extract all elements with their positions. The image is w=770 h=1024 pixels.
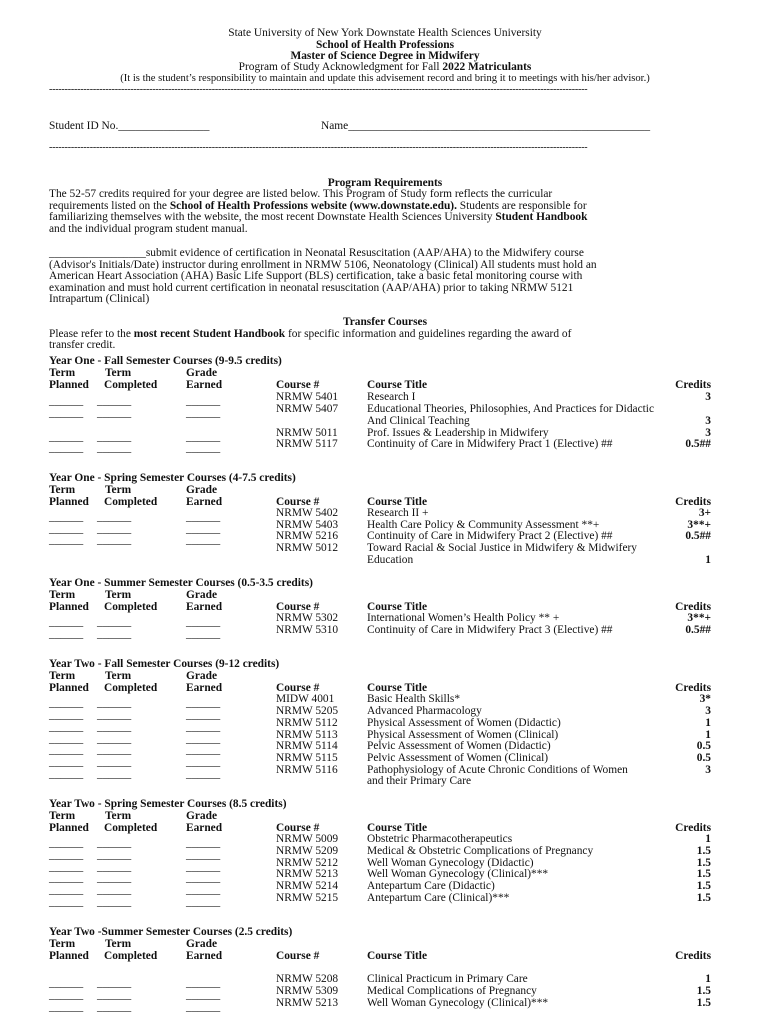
term-planned-blank[interactable]: ______: [49, 733, 84, 745]
course-credits: 1.5: [696, 880, 711, 892]
course-credits: 3*: [699, 693, 711, 705]
section-title: Year Two - Fall Semester Courses (9-12 credits): [49, 658, 280, 670]
term-planned-blank[interactable]: ______: [49, 756, 84, 768]
term-completed-blank[interactable]: ______: [97, 884, 132, 896]
course-credits: 0.5##: [685, 530, 711, 542]
term-planned-blank[interactable]: ______: [49, 628, 84, 640]
header-planned: Planned: [49, 682, 89, 694]
term-planned-blank[interactable]: ______: [49, 697, 84, 709]
header-completed: Completed: [104, 379, 158, 391]
divider-top: ----------------------------------------------------------------------------------------------------------------------------------------------------------------------------: [49, 84, 588, 95]
requirements-line: and the individual program student manual.: [49, 223, 248, 235]
header-completed: Completed: [104, 601, 158, 613]
header-term: Term: [49, 367, 76, 379]
course-title: Research I: [367, 391, 416, 403]
header-course-title: Course Title: [367, 496, 428, 508]
header-credits: Credits: [675, 822, 711, 834]
grade-earned-blank[interactable]: ______: [186, 756, 221, 768]
term-planned-blank[interactable]: ______: [49, 395, 84, 407]
header-term: Term: [49, 938, 76, 950]
course-credits: 3: [705, 705, 711, 717]
course-credits: 3**+: [687, 519, 711, 531]
header-term: Term: [105, 938, 132, 950]
term-completed-blank[interactable]: ______: [97, 1001, 132, 1013]
header-term: Term: [49, 670, 76, 682]
header-course-number: Course #: [276, 601, 320, 613]
grade-earned-blank[interactable]: ______: [186, 442, 221, 454]
grade-earned-blank[interactable]: ______: [186, 837, 221, 849]
course-number: NRMW 5112: [276, 717, 338, 729]
term-completed-blank[interactable]: ______: [97, 407, 132, 419]
term-planned-blank[interactable]: ______: [49, 431, 84, 443]
term-planned-blank[interactable]: ______: [49, 511, 84, 523]
course-credits: 0.5##: [685, 438, 711, 450]
term-planned-blank[interactable]: ______: [49, 989, 84, 1001]
course-title: Continuity of Care in Midwifery Pract 2 (Elective) ##: [367, 530, 613, 542]
course-number: NRMW 5209: [276, 845, 339, 857]
term-completed-blank[interactable]: ______: [97, 849, 132, 861]
grade-earned-blank[interactable]: ______: [186, 511, 221, 523]
header-course-title: Course Title: [367, 950, 428, 962]
header-course-number: Course #: [276, 379, 320, 391]
program-requirements-heading: Program Requirements: [327, 177, 443, 189]
course-credits: 1.5: [696, 985, 711, 997]
course-title: International Women’s Health Policy ** +: [367, 612, 560, 624]
acknowledgment-title: Program of Study Acknowledgment for Fall 2022 Matriculants: [238, 61, 532, 73]
section-title: Year One - Fall Semester Courses (9-9.5 credits): [49, 355, 282, 367]
term-planned-blank[interactable]: ______: [49, 849, 84, 861]
term-completed-blank[interactable]: ______: [97, 744, 132, 756]
grade-earned-blank[interactable]: ______: [186, 628, 221, 640]
course-number: NRMW 5215: [276, 892, 339, 904]
course-title: Well Woman Gynecology (Clinical)***: [367, 868, 549, 880]
grade-earned-blank[interactable]: ______: [186, 884, 221, 896]
course-title: Health Care Policy & Community Assessment **+: [367, 519, 600, 531]
course-number: NRMW 5115: [276, 752, 338, 764]
course-title: Advanced Pharmacology: [367, 705, 482, 717]
advisement-note: (It is the student’s responsibility to maintain and update this advisement record and bring it to meetings with his/her advisor.): [120, 73, 650, 84]
header-credits: Credits: [675, 601, 711, 613]
course-credits: 1: [705, 554, 711, 566]
student-name-field[interactable]: Name_____________________________________________________: [321, 120, 651, 132]
header-term: Term: [105, 367, 132, 379]
section-title: Year One - Spring Semester Courses (4-7.5 credits): [49, 472, 296, 484]
course-number: MIDW 4001: [276, 693, 335, 705]
grade-earned-blank[interactable]: ______: [186, 744, 221, 756]
course-title: Pelvic Assessment of Women (Didactic): [367, 740, 551, 752]
header-course-number: Course #: [276, 950, 320, 962]
course-number: NRMW 5113: [276, 729, 338, 741]
course-title: Toward Racial & Social Justice in Midwifery & Midwifery: [367, 542, 637, 554]
course-title: Basic Health Skills*: [367, 693, 461, 705]
course-number: NRMW 5116: [276, 764, 338, 776]
course-number: NRMW 5009: [276, 833, 339, 845]
term-completed-blank[interactable]: ______: [97, 534, 132, 546]
term-planned-blank[interactable]: ______: [49, 861, 84, 873]
course-credits: 1: [705, 833, 711, 845]
header-completed: Completed: [104, 682, 158, 694]
term-completed-blank[interactable]: ______: [97, 511, 132, 523]
course-credits: 1.5: [696, 997, 711, 1009]
header-earned: Earned: [186, 950, 223, 962]
header-grade: Grade: [186, 810, 218, 822]
course-number: NRMW 5117: [276, 438, 338, 450]
term-planned-blank[interactable]: ______: [49, 768, 84, 780]
course-number: NRMW 5214: [276, 880, 339, 892]
course-number: NRMW 5302: [276, 612, 339, 624]
header-term: Term: [49, 810, 76, 822]
course-number: NRMW 5309: [276, 985, 339, 997]
header-grade: Grade: [186, 589, 218, 601]
course-number: NRMW 5402: [276, 507, 339, 519]
course-credits: 3: [705, 764, 711, 776]
header-course-number: Course #: [276, 822, 320, 834]
divider-bottom: ----------------------------------------------------------------------------------------------------------------------------------------------------------------------------: [49, 142, 588, 153]
course-title: Pathophysiology of Acute Chronic Conditions of Women: [367, 764, 628, 776]
term-completed-blank[interactable]: ______: [97, 523, 132, 535]
course-number: NRMW 5213: [276, 868, 339, 880]
term-completed-blank[interactable]: ______: [97, 768, 132, 780]
course-number: NRMW 5205: [276, 705, 339, 717]
header-earned: Earned: [186, 496, 223, 508]
course-number: NRMW 5208: [276, 973, 339, 985]
grade-earned-blank[interactable]: ______: [186, 849, 221, 861]
course-title: Continuity of Care in Midwifery Pract 1 (Elective) ##: [367, 438, 613, 450]
course-number: NRMW 5213: [276, 997, 339, 1009]
course-credits: 0.5##: [685, 624, 711, 636]
header-credits: Credits: [675, 950, 711, 962]
term-planned-blank[interactable]: ______: [49, 407, 84, 419]
section-title: Year Two -Summer Semester Courses (2.5 credits): [49, 926, 293, 938]
grade-earned-blank[interactable]: ______: [186, 407, 221, 419]
grade-earned-blank[interactable]: ______: [186, 709, 221, 721]
requirements-line: familiarizing themselves with the website, the most recent Downstate Health Sciences University Student Handbook: [49, 211, 588, 223]
certification-line: American Heart Association (AHA) Basic Life Support (BLS) certification, take a basic fetal monitoring course with: [49, 270, 583, 282]
student-id-field[interactable]: Student ID No.________________: [49, 120, 210, 132]
header-planned: Planned: [49, 496, 89, 508]
course-title: Education: [367, 554, 414, 566]
course-title: Physical Assessment of Women (Didactic): [367, 717, 561, 729]
header-planned: Planned: [49, 601, 89, 613]
certification-line: (Advisor's Initials/Date) instructor during enrollment in NRMW 5106, Neonatology (Clinical) All students must hold an: [49, 259, 597, 271]
course-credits: 1.5: [696, 892, 711, 904]
university-name: State University of New York Downstate Health Sciences University: [228, 27, 542, 39]
course-title: Pelvic Assessment of Women (Clinical): [367, 752, 549, 764]
course-credits: 3: [705, 427, 711, 439]
header-grade: Grade: [186, 670, 218, 682]
header-course-title: Course Title: [367, 822, 428, 834]
course-credits: 0.5: [696, 752, 711, 764]
header-term: Term: [105, 670, 132, 682]
course-credits: 1.5: [696, 857, 711, 869]
grade-earned-blank[interactable]: ______: [186, 1001, 221, 1013]
header-term: Term: [49, 484, 76, 496]
course-title: Obstetric Pharmacotherapeutics: [367, 833, 513, 845]
header-term: Term: [105, 810, 132, 822]
term-completed-blank[interactable]: ______: [97, 872, 132, 884]
term-completed-blank[interactable]: ______: [97, 442, 132, 454]
term-planned-blank[interactable]: ______: [49, 884, 84, 896]
term-completed-blank[interactable]: ______: [97, 977, 132, 989]
term-completed-blank[interactable]: ______: [97, 733, 132, 745]
school-name: School of Health Professions: [315, 39, 455, 51]
section-title: Year One - Summer Semester Courses (0.5-3.5 credits): [49, 577, 313, 589]
term-planned-blank[interactable]: ______: [49, 977, 84, 989]
header-completed: Completed: [104, 496, 158, 508]
course-title: Educational Theories, Philosophies, And Practices for Didactic: [367, 403, 655, 415]
header-term: Term: [49, 589, 76, 601]
header-completed: Completed: [104, 822, 158, 834]
grade-earned-blank[interactable]: ______: [186, 733, 221, 745]
course-credits: 0.5: [696, 740, 711, 752]
term-completed-blank[interactable]: ______: [97, 709, 132, 721]
term-planned-blank[interactable]: ______: [49, 896, 84, 908]
term-planned-blank[interactable]: ______: [49, 872, 84, 884]
header-planned: Planned: [49, 379, 89, 391]
header-credits: Credits: [675, 682, 711, 694]
term-completed-blank[interactable]: ______: [97, 861, 132, 873]
header-planned: Planned: [49, 950, 89, 962]
header-grade: Grade: [186, 367, 218, 379]
requirements-line: requirements listed on the School of Health Professions website (www.downstate.edu). Students are responsible for: [49, 200, 587, 212]
grade-earned-blank[interactable]: ______: [186, 431, 221, 443]
course-title: Research II +: [367, 507, 429, 519]
certification-line: _________________submit evidence of certification in Neonatal Resuscitation (AAP/AHA) to the Midwifery course: [49, 247, 584, 259]
term-completed-blank[interactable]: ______: [97, 989, 132, 1001]
header-grade: Grade: [186, 484, 218, 496]
course-credits: 1: [705, 717, 711, 729]
header-term: Term: [105, 589, 132, 601]
header-earned: Earned: [186, 822, 223, 834]
requirements-line: The 52-57 credits required for your degree are listed below. This Program of Study form reflects the curricular: [49, 188, 553, 200]
header-grade: Grade: [186, 938, 218, 950]
header-term: Term: [105, 484, 132, 496]
course-number: NRMW 5012: [276, 542, 339, 554]
term-planned-blank[interactable]: ______: [49, 534, 84, 546]
course-title: Well Woman Gynecology (Clinical)***: [367, 997, 549, 1009]
header-course-number: Course #: [276, 682, 320, 694]
course-number: NRMW 5212: [276, 857, 339, 869]
transfer-line: transfer credit.: [49, 339, 116, 351]
course-number: NRMW 5407: [276, 403, 339, 415]
term-planned-blank[interactable]: ______: [49, 709, 84, 721]
grade-earned-blank[interactable]: ______: [186, 523, 221, 535]
section-title: Year Two - Spring Semester Courses (8.5 credits): [49, 798, 287, 810]
course-number: NRMW 5310: [276, 624, 339, 636]
course-title: Prof. Issues & Leadership in Midwifery: [367, 427, 549, 439]
term-planned-blank[interactable]: ______: [49, 616, 84, 628]
header-completed: Completed: [104, 950, 158, 962]
grade-earned-blank[interactable]: ______: [186, 768, 221, 780]
term-completed-blank[interactable]: ______: [97, 431, 132, 443]
grade-earned-blank[interactable]: ______: [186, 872, 221, 884]
course-title: Clinical Practicum in Primary Care: [367, 973, 528, 985]
grade-earned-blank[interactable]: ______: [186, 861, 221, 873]
course-credits: 1.5: [696, 845, 711, 857]
course-title: And Clinical Teaching: [367, 415, 470, 427]
term-completed-blank[interactable]: ______: [97, 395, 132, 407]
term-completed-blank[interactable]: ______: [97, 616, 132, 628]
header-earned: Earned: [186, 379, 223, 391]
course-title: Well Woman Gynecology (Didactic): [367, 857, 534, 869]
degree-name: Master of Science Degree in Midwifery: [290, 50, 480, 62]
grade-earned-blank[interactable]: ______: [186, 395, 221, 407]
course-number: NRMW 5403: [276, 519, 339, 531]
course-credits: 1: [705, 729, 711, 741]
grade-earned-blank[interactable]: ______: [186, 721, 221, 733]
term-completed-blank[interactable]: ______: [97, 837, 132, 849]
course-title: Continuity of Care in Midwifery Pract 3 (Elective) ##: [367, 624, 613, 636]
course-credits: 3: [705, 415, 711, 427]
term-planned-blank[interactable]: ______: [49, 523, 84, 535]
term-planned-blank[interactable]: ______: [49, 837, 84, 849]
course-credits: 3+: [698, 507, 711, 519]
header-credits: Credits: [675, 496, 711, 508]
header-credits: Credits: [675, 379, 711, 391]
certification-line: examination and must hold current certification in neonatal resuscitation (AAP/AHA) prior to taking NRMW 5121: [49, 282, 574, 294]
course-credits: 3**+: [687, 612, 711, 624]
term-completed-blank[interactable]: ______: [97, 756, 132, 768]
grade-earned-blank[interactable]: ______: [186, 616, 221, 628]
term-planned-blank[interactable]: ______: [49, 744, 84, 756]
grade-earned-blank[interactable]: ______: [186, 989, 221, 1001]
header-earned: Earned: [186, 682, 223, 694]
transfer-line: Please refer to the most recent Student Handbook for specific information and guidelines regarding the award of: [49, 328, 572, 340]
header-planned: Planned: [49, 822, 89, 834]
course-title: Antepartum Care (Clinical)***: [367, 892, 510, 904]
course-title: Antepartum Care (Didactic): [367, 880, 495, 892]
term-completed-blank[interactable]: ______: [97, 721, 132, 733]
grade-earned-blank[interactable]: ______: [186, 697, 221, 709]
term-planned-blank[interactable]: ______: [49, 721, 84, 733]
course-number: NRMW 5216: [276, 530, 339, 542]
term-completed-blank[interactable]: ______: [97, 697, 132, 709]
header-course-title: Course Title: [367, 601, 428, 613]
course-credits: 1: [705, 973, 711, 985]
header-course-title: Course Title: [367, 682, 428, 694]
certification-line: Intrapartum (Clinical): [49, 293, 150, 305]
course-number: NRMW 5011: [276, 427, 338, 439]
transfer-courses-heading: Transfer Courses: [342, 316, 428, 328]
grade-earned-blank[interactable]: ______: [186, 896, 221, 908]
course-credits: 1.5: [696, 868, 711, 880]
course-number: NRMW 5401: [276, 391, 339, 403]
course-title: and their Primary Care: [367, 775, 472, 787]
course-credits: 3: [705, 391, 711, 403]
course-title: Physical Assessment of Women (Clinical): [367, 729, 559, 741]
course-number: NRMW 5114: [276, 740, 338, 752]
grade-earned-blank[interactable]: ______: [186, 977, 221, 989]
grade-earned-blank[interactable]: ______: [186, 534, 221, 546]
header-course-number: Course #: [276, 496, 320, 508]
header-earned: Earned: [186, 601, 223, 613]
term-planned-blank[interactable]: ______: [49, 442, 84, 454]
header-course-title: Course Title: [367, 379, 428, 391]
course-title: Medical Complications of Pregnancy: [367, 985, 537, 997]
term-completed-blank[interactable]: ______: [97, 896, 132, 908]
term-completed-blank[interactable]: ______: [97, 628, 132, 640]
course-title: Medical & Obstetric Complications of Pregnancy: [367, 845, 594, 857]
term-planned-blank[interactable]: ______: [49, 1001, 84, 1013]
